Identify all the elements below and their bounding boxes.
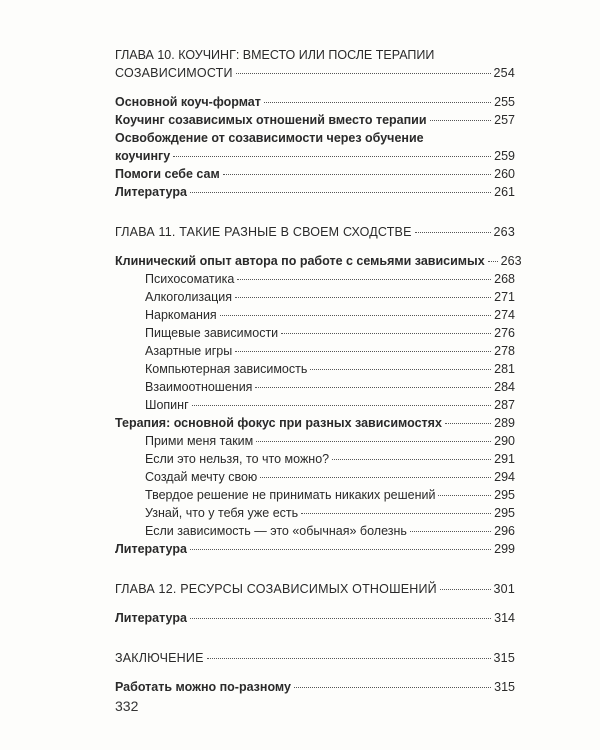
toc-entry-title: Литература	[115, 185, 187, 199]
dot-leader	[190, 618, 491, 619]
dot-leader	[207, 658, 491, 659]
dot-leader	[440, 589, 491, 590]
toc-subentry-page: 291	[494, 452, 515, 466]
toc-subentry	[115, 378, 515, 396]
toc-subentry-page: 271	[494, 290, 515, 304]
toc-subentry-page: 296	[494, 524, 515, 538]
chapter-11-title: ГЛАВА 11. ТАКИЕ РАЗНЫЕ В СВОЕМ СХОДСТВЕ	[115, 225, 412, 239]
toc-entry-title: Основной коуч-формат	[115, 95, 261, 109]
toc-entry-page: 259	[494, 149, 515, 163]
toc-entry-title: Работать можно по-разному	[115, 680, 291, 694]
toc-section-page: 289	[494, 416, 515, 430]
toc-entry-title: Коучинг созависимых отношений вместо терапии	[115, 113, 427, 127]
toc-subentry	[115, 450, 515, 468]
toc-entry-page: 260	[494, 167, 515, 181]
toc-subentry	[115, 486, 515, 504]
toc-subentry-title: Психосоматика	[145, 272, 235, 286]
toc-subentry-title: Наркомания	[145, 308, 217, 322]
toc-section-title: Клинический опыт автора по работе с семьями зависимых	[115, 254, 485, 268]
toc-subentry-page: 278	[494, 344, 515, 358]
toc-subentry	[115, 342, 515, 360]
page-number: 332	[115, 698, 139, 714]
dot-leader	[415, 232, 491, 233]
toc-entry-page: 314	[494, 611, 515, 625]
toc-entry-title: Помоги себе сам	[115, 167, 220, 181]
toc-subentry-title: Если это нельзя, то что можно?	[145, 452, 330, 466]
toc-subentry	[115, 306, 515, 324]
toc-subentry	[115, 396, 515, 414]
toc-subentry-title: Узнай, что у тебя уже есть	[145, 506, 299, 520]
toc-entry	[115, 111, 515, 129]
toc-entry	[115, 147, 515, 165]
toc-subentry-page: 295	[494, 506, 515, 520]
dot-leader	[236, 73, 491, 74]
toc-subentry	[115, 324, 515, 342]
chapter-10-page: 254	[493, 66, 515, 80]
dot-leader	[410, 531, 491, 532]
toc-section	[115, 414, 515, 432]
dot-leader	[488, 261, 498, 262]
chapter-12-title: ГЛАВА 12. РЕСУРСЫ СОЗАВИСИМЫХ ОТНОШЕНИЙ	[115, 582, 437, 596]
dot-leader	[192, 405, 492, 406]
dot-leader	[235, 351, 491, 352]
toc-entry-title: Литература	[115, 542, 187, 556]
dot-leader	[260, 477, 491, 478]
toc-entry-title-line1: Освобождение от созависимости через обучение	[115, 131, 424, 145]
toc-subentry-page: 295	[494, 488, 515, 502]
dot-leader	[294, 687, 491, 688]
toc-entry-page: 261	[494, 185, 515, 199]
toc-subentry	[115, 504, 515, 522]
dot-leader	[301, 513, 491, 514]
dot-leader	[332, 459, 491, 460]
dot-leader	[430, 120, 492, 121]
toc-entry-title-line2: коучингу	[115, 149, 171, 163]
toc-subentry-title: Алкоголизация	[145, 290, 233, 304]
toc-subentry	[115, 432, 515, 450]
dot-leader	[223, 174, 491, 175]
chapter-10-entry	[115, 64, 515, 82]
toc-subentry-title: Прими меня таким	[145, 434, 254, 448]
toc-subentry	[115, 288, 515, 306]
dot-leader	[256, 441, 491, 442]
dot-leader	[438, 495, 491, 496]
toc-subentry-title: Взаимоотношения	[145, 380, 253, 394]
dot-leader	[190, 549, 491, 550]
toc-subentry-page: 276	[494, 326, 515, 340]
dot-leader	[235, 297, 491, 298]
toc-section-page: 263	[500, 254, 522, 268]
chapter-12-entry	[115, 580, 515, 598]
dot-leader	[255, 387, 491, 388]
toc-subentry-page: 287	[494, 398, 515, 412]
toc-entry	[115, 678, 515, 696]
toc-entry-title: Литература	[115, 611, 187, 625]
dot-leader	[264, 102, 491, 103]
dot-leader	[220, 315, 491, 316]
toc-entry	[115, 183, 515, 201]
toc-section	[115, 252, 522, 270]
toc-subentry-page: 281	[494, 362, 515, 376]
dot-leader	[445, 423, 491, 424]
dot-leader	[237, 279, 491, 280]
dot-leader	[190, 192, 491, 193]
toc-subentry-title: Твердое решение не принимать никаких решений	[145, 488, 436, 502]
conclusion-page: 315	[493, 651, 515, 665]
toc-subentry-title: Компьютерная зависимость	[145, 362, 308, 376]
toc-subentry	[115, 468, 515, 486]
dot-leader	[173, 156, 491, 157]
toc-subentry-title: Шопинг	[145, 398, 189, 412]
toc-entry-page: 299	[494, 542, 515, 556]
toc-entry	[115, 540, 515, 558]
chapter-10-title-line1: ГЛАВА 10. КОУЧИНГ: ВМЕСТО ИЛИ ПОСЛЕ ТЕРАПИИ	[115, 48, 435, 62]
toc-entry	[115, 165, 515, 183]
toc-subentry-page: 268	[494, 272, 515, 286]
toc-subentry	[115, 522, 515, 540]
toc-entry-page: 315	[494, 680, 515, 694]
toc-subentry-page: 290	[494, 434, 515, 448]
toc-section-title: Терапия: основной фокус при разных зависимостях	[115, 416, 442, 430]
toc-subentry-page: 274	[494, 308, 515, 322]
toc-subentry-title: Если зависимость — это «обычная» болезнь	[145, 524, 407, 538]
toc-subentry	[115, 270, 515, 288]
toc-subentry-title: Азартные игры	[145, 344, 233, 358]
conclusion-entry	[115, 649, 515, 667]
chapter-11-entry	[115, 223, 515, 241]
chapter-12-page: 301	[493, 582, 515, 596]
toc-entry	[115, 609, 515, 627]
toc-subentry	[115, 360, 515, 378]
toc-subentry-title: Пищевые зависимости	[145, 326, 279, 340]
conclusion-title: ЗАКЛЮЧЕНИЕ	[115, 651, 204, 665]
toc-entry	[115, 93, 515, 111]
toc-subentry-page: 284	[494, 380, 515, 394]
toc-subentry-title: Создай мечту свою	[145, 470, 258, 484]
dot-leader	[310, 369, 491, 370]
table-of-contents	[115, 46, 522, 696]
chapter-10-title-line2: СОЗАВИСИМОСТИ	[115, 66, 233, 80]
toc-entry-page: 255	[494, 95, 515, 109]
dot-leader	[281, 333, 491, 334]
toc-entry-page: 257	[494, 113, 515, 127]
chapter-11-page: 263	[493, 225, 515, 239]
toc-subentry-page: 294	[494, 470, 515, 484]
